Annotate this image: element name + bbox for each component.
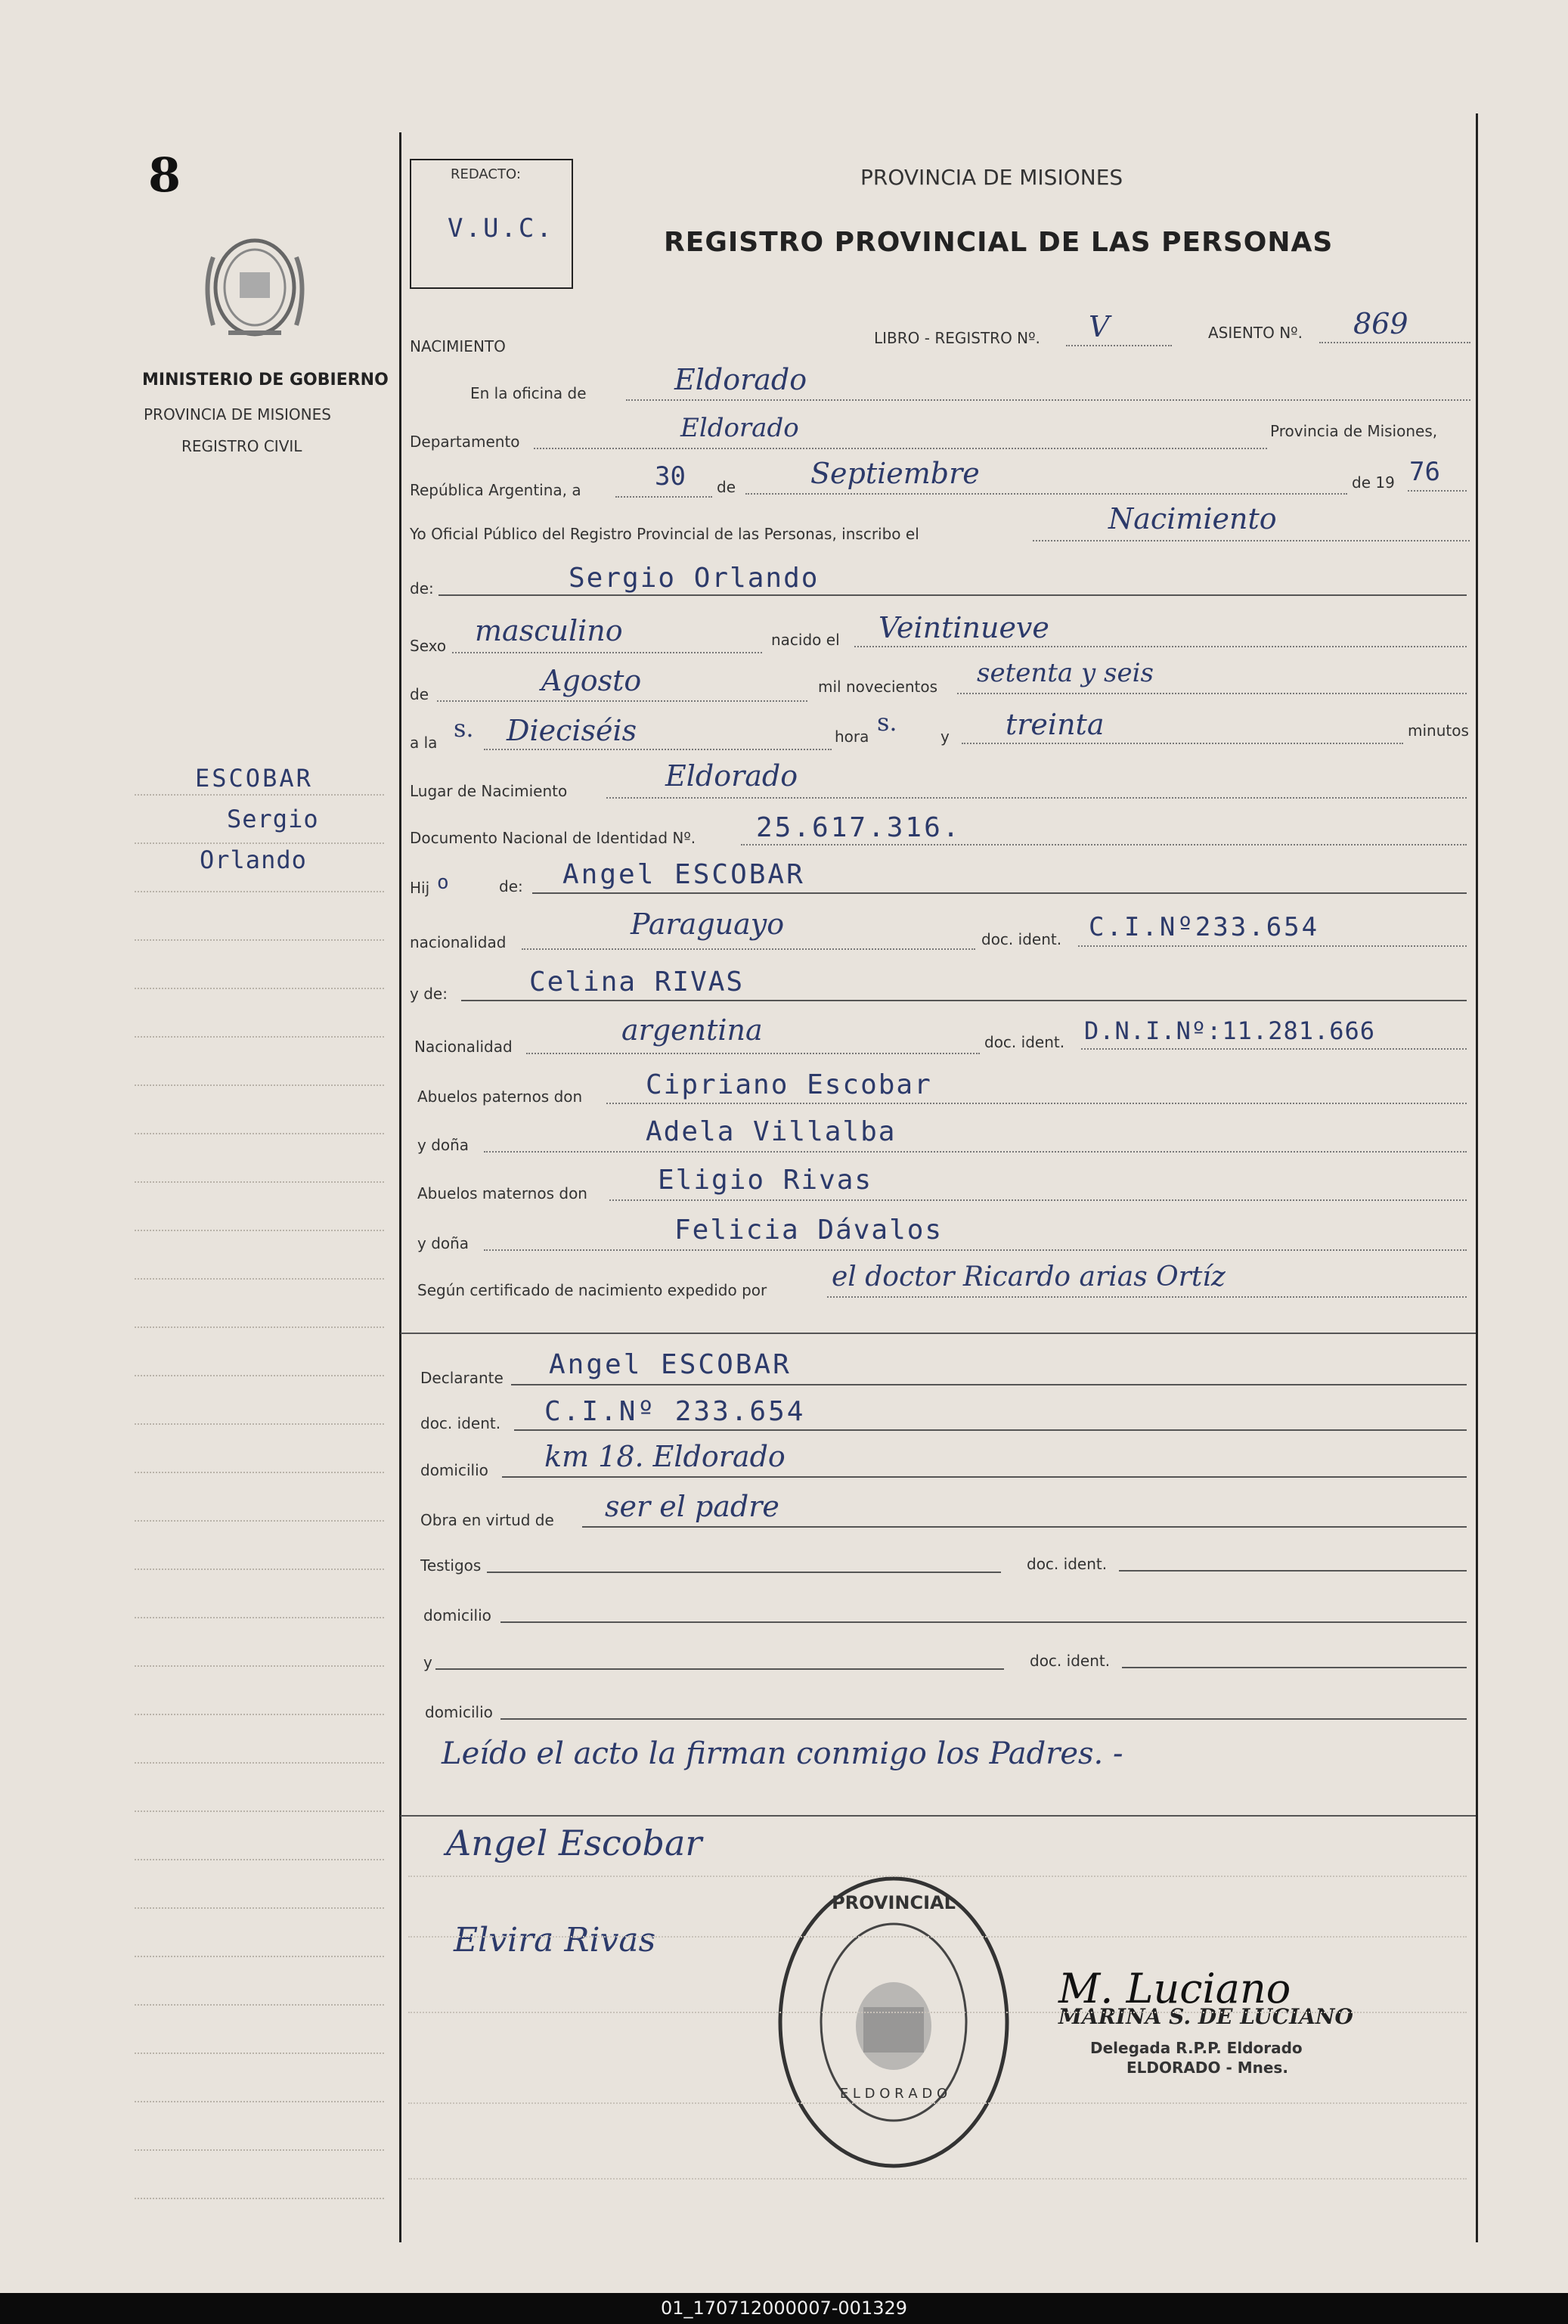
- alas-label: a la: [410, 734, 438, 752]
- margin-ruled-line: [135, 2004, 384, 2006]
- margin-ruled-line: [135, 1133, 384, 1134]
- minutos-label: minutos: [1408, 721, 1469, 740]
- margin-ruled-line: [135, 2198, 384, 2199]
- nombre-value: Sergio Orlando: [569, 563, 820, 594]
- redacto-value: V.U.C.: [448, 213, 554, 244]
- abuelos-maternos-label: Abuelos maternos don: [417, 1184, 587, 1202]
- obra-value: ser el padre: [605, 1490, 779, 1523]
- nacionalidad2-label: Nacionalidad: [414, 1038, 513, 1056]
- abuela-paterna-value: Adela Villalba: [646, 1116, 897, 1147]
- provincia-label: Provincia de Misiones,: [1270, 422, 1438, 440]
- signature-father: Angel Escobar: [446, 1823, 702, 1863]
- documento-label: Documento Nacional de Identidad Nº.: [410, 829, 696, 847]
- y-label: y: [940, 728, 950, 746]
- nacimiento-label: NACIMIENTO: [410, 337, 506, 355]
- margin-ruled-line: [135, 842, 384, 844]
- official-name: MARINA S. DE LUCIANO: [1058, 2004, 1353, 2029]
- departamento-value: Eldorado: [680, 413, 799, 443]
- asiento-label: ASIENTO Nº.: [1208, 324, 1303, 342]
- svg-text:PROVINCIAL: PROVINCIAL: [832, 1892, 956, 1913]
- certificado-label: Según certificado de nacimiento expedido por: [417, 1281, 767, 1299]
- lugar-label: Lugar de Nacimiento: [410, 782, 568, 800]
- margin-ruled-line: [135, 1859, 384, 1860]
- dia-value: 30: [655, 461, 686, 492]
- hijo-label: Hij: [410, 879, 430, 897]
- nacido-label: nacido el: [771, 631, 840, 649]
- margin-ruled-line: [135, 1956, 384, 1957]
- alas-s: s.: [454, 714, 474, 743]
- official-location: ELDORADO - Mnes.: [1126, 2059, 1288, 2077]
- sexo-value: masculino: [475, 614, 623, 647]
- margin-ruled-line: [135, 794, 384, 796]
- redacto-label: REDACTO:: [451, 166, 521, 182]
- testigo2-doc-label: doc. ident.: [1030, 1652, 1111, 1670]
- right-frame-line: [1476, 113, 1478, 2242]
- margin-ruled-line: [135, 1762, 384, 1764]
- oficina-value: Eldorado: [674, 363, 807, 396]
- domicilio-label: domicilio: [420, 1461, 488, 1479]
- abuelos-paternos-label: Abuelos paternos don: [417, 1088, 583, 1106]
- declarante-value: Angel ESCOBAR: [549, 1349, 792, 1380]
- madre-nac-value: argentina: [621, 1013, 763, 1047]
- madre-doc-label: doc. ident.: [984, 1033, 1065, 1051]
- margin-ruled-line: [135, 1036, 384, 1038]
- anio-nac-value: setenta y seis: [977, 658, 1154, 688]
- asiento-value: 869: [1353, 307, 1408, 340]
- margin-ruled-line: [135, 1278, 384, 1280]
- ydona-paterna-label: y doña: [417, 1136, 469, 1154]
- documento-value: 25.617.316.: [756, 812, 962, 843]
- hijo-suffix: o: [437, 871, 451, 894]
- province-small: PROVINCIA DE MISIONES: [144, 405, 331, 424]
- margin-ruled-line: [135, 1472, 384, 1473]
- yde-label: y de:: [410, 985, 448, 1003]
- margin-ruled-line: [135, 939, 384, 941]
- minutos-value: treinta: [1006, 708, 1105, 741]
- leido-text: Leído el acto la firman conmigo los Padres. -: [442, 1736, 1123, 1771]
- signature-official: M. Luciano: [1058, 1965, 1291, 2012]
- left-frame-line: [399, 132, 401, 2242]
- mil-label: mil novecientos: [818, 678, 938, 696]
- margin-ruled-line: [135, 1617, 384, 1618]
- decl-doc-label: doc. ident.: [420, 1414, 501, 1432]
- testigo1-domicilio-label: domicilio: [423, 1606, 491, 1624]
- ministry-title: MINISTERIO DE GOBIERNO: [142, 371, 389, 389]
- margin-ruled-line: [135, 1568, 384, 1570]
- sexo-label: Sexo: [410, 637, 447, 655]
- testigos-label: Testigos: [420, 1556, 482, 1575]
- registry-title: REGISTRO PROVINCIAL DE LAS PERSONAS: [664, 227, 1334, 258]
- image-id-footer: 01_170712000007-001329: [0, 2293, 1568, 2324]
- lugar-value: Eldorado: [665, 759, 798, 793]
- margin-ruled-line: [135, 1326, 384, 1328]
- departamento-label: Departamento: [410, 433, 520, 451]
- mes-value: Septiembre: [810, 457, 980, 490]
- oficial-label: Yo Oficial Público del Registro Provincial de las Personas, inscribo el: [410, 525, 919, 543]
- nacido-value: Veintinueve: [879, 611, 1049, 644]
- page-number: 8: [148, 147, 181, 203]
- madre-value: Celina RIVAS: [529, 967, 745, 998]
- testigo1-doc-label: doc. ident.: [1027, 1555, 1108, 1573]
- certificado-value: el doctor Ricardo arias Ortíz: [832, 1261, 1226, 1292]
- abuela-materna-value: Felicia Dávalos: [674, 1215, 944, 1246]
- margin-ruled-line: [135, 988, 384, 989]
- republica-label: República Argentina, a: [410, 481, 581, 499]
- testigo2-domicilio-label: domicilio: [425, 1703, 493, 1721]
- declarante-label: Declarante: [420, 1369, 504, 1387]
- margin-ruled-line: [135, 2149, 384, 2151]
- margin-ruled-line: [135, 1810, 384, 1812]
- official-title: Delegada R.P.P. Eldorado: [1090, 2039, 1303, 2057]
- padre-value: Angel ESCOBAR: [562, 859, 805, 890]
- mes-nac-value: Agosto: [541, 664, 642, 697]
- hora-value: Dieciséis: [507, 714, 637, 747]
- margin-ruled-line: [135, 1665, 384, 1667]
- de-label: de: [717, 478, 736, 496]
- inscribo-value: Nacimiento: [1108, 502, 1277, 535]
- anio-value: 76: [1409, 457, 1440, 487]
- margin-ruled-line: [135, 1714, 384, 1715]
- svg-text:E L D O R A D O: E L D O R A D O: [839, 2086, 948, 2102]
- obra-label: Obra en virtud de: [420, 1511, 554, 1529]
- margin-ruled-line: [135, 1230, 384, 1231]
- y-testigo-label: y: [423, 1653, 432, 1671]
- margin-ruled-line: [135, 2053, 384, 2054]
- abuelo-materno-value: Eligio Rivas: [658, 1165, 873, 1196]
- margin-name-1: Sergio: [227, 805, 319, 833]
- margin-ruled-line: [135, 1907, 384, 1909]
- padre-doc-value: C.I.Nº233.654: [1089, 912, 1320, 942]
- de19-label: de 19: [1352, 473, 1395, 492]
- margin-ruled-line: [135, 1375, 384, 1376]
- libro-value: V: [1089, 310, 1110, 343]
- margin-ruled-line: [135, 1520, 384, 1522]
- section-separator: [401, 1333, 1476, 1334]
- margin-ruled-line: [135, 891, 384, 892]
- signature-mother: Elvira Rivas: [454, 1921, 656, 1959]
- madre-doc-value: D.N.I.Nº:11.281.666: [1084, 1016, 1376, 1045]
- signature-separator: [401, 1815, 1476, 1817]
- hora-label: hora: [835, 728, 869, 746]
- margin-ruled-line: [135, 2101, 384, 2102]
- abuelo-paterno-value: Cipriano Escobar: [646, 1069, 932, 1100]
- ydona-materna-label: y doña: [417, 1234, 469, 1252]
- civil-registry: REGISTRO CIVIL: [181, 437, 302, 455]
- de-nombre-label: de:: [410, 579, 434, 597]
- libro-label: LIBRO - REGISTRO Nº.: [874, 329, 1040, 347]
- padre-doc-label: doc. ident.: [981, 930, 1062, 948]
- nacionalidad-label: nacionalidad: [410, 933, 507, 951]
- oficina-label: En la oficina de: [470, 384, 587, 402]
- province-header: PROVINCIA DE MISIONES: [860, 165, 1123, 190]
- margin-name-2: Orlando: [200, 846, 307, 874]
- decl-doc-value: C.I.Nº 233.654: [544, 1396, 806, 1427]
- padre-nac-value: Paraguayo: [631, 908, 785, 941]
- margin-surname: ESCOBAR: [195, 764, 313, 793]
- margin-ruled-line: [135, 1181, 384, 1183]
- domicilio-value: km 18. Eldorado: [544, 1440, 786, 1473]
- hijo-de-label: de:: [499, 877, 523, 895]
- registry-seal-stamp: [765, 1863, 1022, 2181]
- de2-label: de: [410, 685, 429, 703]
- margin-ruled-line: [135, 1084, 384, 1086]
- coat-of-arms-icon: [198, 227, 311, 348]
- hora-s: s.: [877, 708, 897, 737]
- margin-ruled-line: [135, 1423, 384, 1425]
